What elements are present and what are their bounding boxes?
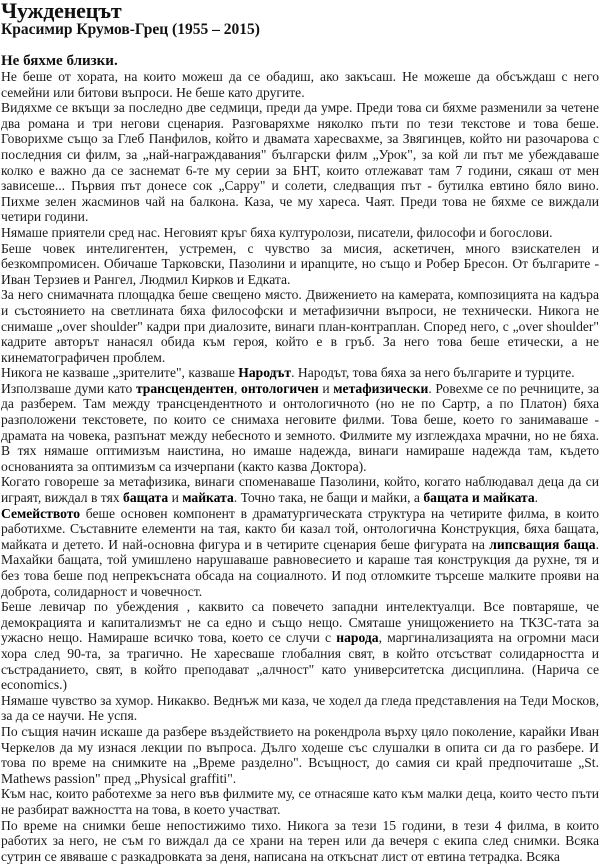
text-segment: . Ровехме се по речниците, за да разберем. Там между трансцендентното и онтологичното (но не по Сартр, а по Платон) бяха разположени текстовете, по които се снимаха неговите филми. Това беше, което го занимаваше - драмата на човека, разпънат между небесното и земното. Филмите му изглеждаха мрачни, но не бяха. В тях нямаше оптимизъм наистина, но имаше надежда, винаги намираше надежда там, където основанията за оптимизъм са изчерпани (както казва Доктора). bbox=[1, 381, 599, 474]
text-segment: и bbox=[168, 490, 182, 505]
text-segment: Беше левичар по убеждения , каквито са повечето западни интелектуалци. Все повтаряше, че демокрацията и капитализмът не са едно и също нещо. Смяташе унищожението на ТКЗС-тата за ужасно нещо. Намираше всичко това, което се случи с bbox=[1, 599, 599, 645]
text-segment: Нямаше приятели сред нас. Неговият кръг бяха културолози, писатели, философи и богослови. bbox=[1, 225, 553, 240]
text-segment: беше основен компонент в драматургическата структура на четирите филма, в които работихме. Съставните елементи на тая, както би казал той, онтологична Конструкция, бяха бащата, майката и детето. И най-основна фигура и в четирите сценария беше фигурата на bbox=[1, 506, 599, 552]
document-author: Красимир Крумов-Грец (1955 – 2015) bbox=[1, 21, 599, 39]
bold-text: бащата bbox=[123, 490, 168, 505]
text-segment: Никога не казваше „зрителите", казваше bbox=[1, 365, 238, 380]
bold-text: бащата и майката bbox=[423, 490, 534, 505]
text-segment: По същия начин искаше да разбере въздействието на рокендрола върху цяло поколение, карайки Иван Черкелов да му изнася лекции по въпроса. Дълго ходеше със слушалки в опита си да го разбере. И това по време на снимките на „Време разделно". Всъщност, до самия си край предпочиташе „St. Mathews passion" пред „Physical graffiti". bbox=[1, 724, 599, 786]
bold-text: майката bbox=[182, 490, 234, 505]
document-title: Чужденецът bbox=[1, 0, 599, 21]
text-segment: Нямаше чувство за хумор. Никакво. Веднъж ми каза, че ходел да гледа представления на Теди Москов, за да се научи. Не успя. bbox=[1, 693, 599, 724]
paragraph bbox=[1, 786, 599, 817]
text-segment: Използваше думи като bbox=[1, 381, 136, 396]
text-segment: , маргинализацията на огромни маси хора след 90-та, за трагично. Не харесваше глобалния свят, в който отсъстват солидарността и състраданието, свят, в който преподават „алчност" като университетска дисциплина. (Нарича се economics.) bbox=[1, 630, 599, 692]
text-segment: По време на снимки беше непостижимо тихо. Никога за тези 15 години, в тези 4 филма, в които работих за него, не съм го виждал да се храни на терен или да вечеря с екипа след снимки. Всяка сутрин се явяваше с разкадровката за деня, написана на откъснат лист от евтина тетрадка. Всяка bbox=[1, 818, 599, 864]
paragraph bbox=[1, 506, 599, 600]
text-segment: Беше човек интелигентен, устремен, с чувство за мисия, аскетичен, много взискателен и безкомпромисен. Обичаше Тарковски, Пазолини и ирanците, но също и Робер Бресон. От българите - Иван Терзиев и Рангел, Людмил Кирков и Едката. bbox=[1, 241, 599, 287]
paragraph bbox=[1, 599, 599, 693]
bold-text: трансцендентен bbox=[136, 381, 234, 396]
bold-text: метафизически bbox=[333, 381, 428, 396]
bold-text: Семейството bbox=[1, 506, 80, 521]
paragraph bbox=[1, 381, 599, 475]
text-segment: Видяхме се вкъщи за последно две седмици, преди да умре. Преди това си бяхме разменили за четене два романа и три негови сценария. Разговаряхме няколко пъти по тези текстове и това беше. Говорихме също за Глеб Панфилов, който и двамата харесвахме, за Звягинцев, който ни разочарова с последния си филм, за „най-награждавания" български филм „Урок", за кой ли път ме убеждаваше колко е важно да се заснемат 6-те му серии за БНТ, които отлежават там 7 години, сякаш от мен зависеше... Първия път донесе сок „Сарру" и солети, следващия път - бутилка евтино бяло вино. Пихме зелен жасминов чай на балкона. Каза, че му хареса. Чаят. Преди това не бяхме се виждали четири години. bbox=[1, 100, 599, 224]
text-segment: Към нас, които работехме за него във филмите му, се отнасяше като към малки деца, които често пъти не разбират важността на това, в което участват. bbox=[1, 786, 599, 817]
paragraph bbox=[1, 474, 599, 505]
text-segment: Когато говореше за метафизика, винаги споменаваше Пазолини, който, когато наблюдавал деца да си играят, виждал в тях bbox=[1, 474, 599, 505]
section-heading: Не бяхме близки. bbox=[1, 53, 599, 69]
paragraph bbox=[1, 225, 599, 241]
paragraph bbox=[1, 241, 599, 288]
text-segment: , bbox=[234, 381, 241, 396]
bold-text: народа bbox=[336, 630, 378, 645]
text-segment: За него снимачната площадка беше свещено място. Движението на камерата, композицията на кадъра и състоянието на светлината бяха философски и метафизични въпроси, не технически. Никога не снимаше „over shoulder" кадри при диалозите, винаги план-контраплан. Според него, с „over shoulder" кадрите авторът нанасял обида към героя, който е в гръб. За него това беше етически, а не кинематографичен проблем. bbox=[1, 287, 599, 364]
paragraph bbox=[1, 287, 599, 365]
text-segment: и bbox=[319, 381, 334, 396]
bold-text: онтологичен bbox=[241, 381, 319, 396]
paragraph bbox=[1, 69, 599, 100]
bold-text: липсващия баща bbox=[489, 537, 595, 552]
text-segment: Не беше от хората, на които можеш да се обадиш, ако закъсаш. Не можеше да обсъждаш с него семейни или битови въпроси. Не беше като другите. bbox=[1, 69, 599, 100]
paragraph bbox=[1, 724, 599, 786]
paragraph bbox=[1, 818, 599, 864]
text-segment: . Точно така, не бащи и майки, а bbox=[234, 490, 424, 505]
document-body bbox=[1, 69, 599, 864]
paragraph bbox=[1, 100, 599, 225]
paragraph bbox=[1, 693, 599, 724]
paragraph bbox=[1, 365, 599, 381]
text-segment: . Махайки бащата, той умишлено нарушаваше равновесието и караше тая конструкция да рухне, тя и без това беше под непрекъсната обсада на социалното. И под отломките търсеше малките прояви на доброта, солидарност и човечност. bbox=[1, 537, 599, 599]
text-segment: . Народът, това бяха за него българите и турците. bbox=[291, 365, 575, 380]
bold-text: Народът bbox=[238, 365, 291, 380]
text-segment: . bbox=[535, 490, 538, 505]
